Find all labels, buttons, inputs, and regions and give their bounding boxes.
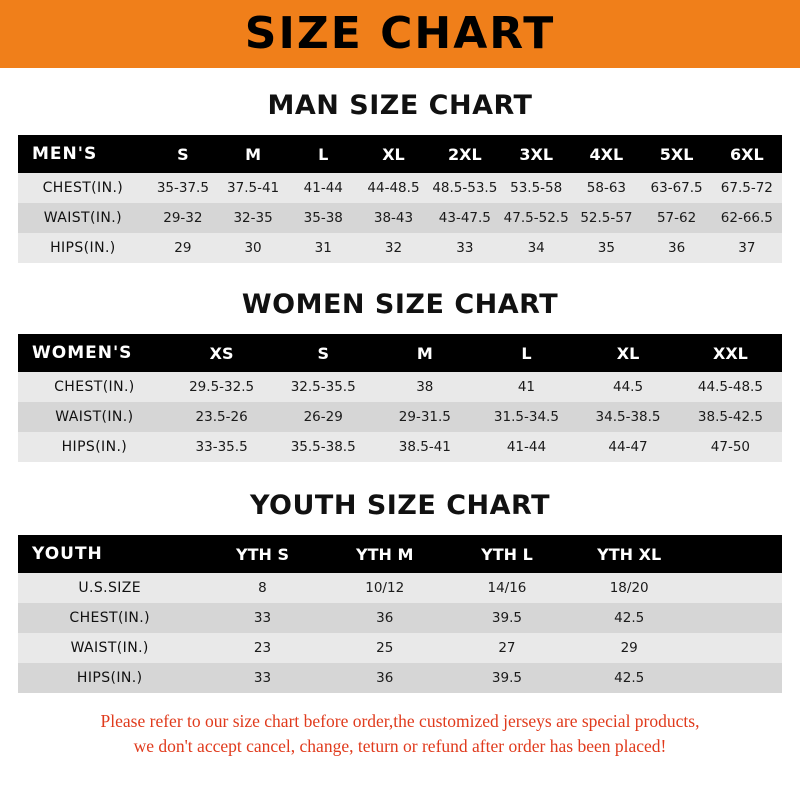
cell: 31.5-34.5 [493, 409, 559, 425]
cell: 31 [314, 240, 332, 256]
cell: 62-66.5 [720, 210, 773, 226]
cell: 36 [667, 240, 686, 256]
cell: 37 [738, 240, 756, 256]
cell: 18/20 [609, 580, 649, 596]
row-label: WAIST(IN.) [43, 210, 122, 226]
page-banner [0, 0, 800, 68]
cell: 44.5 [613, 379, 644, 395]
table-row [18, 203, 782, 233]
cell: 39.5 [491, 670, 522, 686]
cell: 53.5-58 [510, 180, 563, 196]
cell: 29-31.5 [398, 409, 451, 425]
cell: 23.5-26 [195, 409, 248, 425]
column-header: WOMEN'S [32, 343, 133, 363]
cell: 38-43 [373, 210, 414, 226]
column-header: YTH S [235, 544, 289, 564]
cell: 25 [376, 640, 394, 656]
page-title: SIZE CHART [244, 8, 556, 59]
table-row [18, 402, 782, 432]
cell: 37.5-41 [227, 180, 280, 196]
column-header: 4XL [589, 144, 624, 164]
order-policy-note [18, 709, 782, 760]
column-header: L [318, 144, 329, 164]
column-header: 6XL [730, 144, 764, 164]
cell: 38.5-41 [398, 439, 451, 455]
column-header: XXL [712, 343, 748, 363]
cell: 41 [517, 379, 536, 395]
youth-size-table [18, 535, 782, 693]
table-row [18, 173, 782, 203]
cell: 35.5-38.5 [290, 439, 356, 455]
men-size-table [18, 135, 782, 263]
note-line-1: Please refer to our size chart before order,the customized jerseys are special products, [100, 711, 700, 731]
cell: 32-35 [233, 210, 273, 226]
cell: 32.5-35.5 [290, 379, 356, 395]
cell: 34 [527, 240, 545, 256]
cell: 14/16 [487, 580, 527, 596]
cell: 67.5-72 [720, 180, 773, 196]
cell: 58-63 [586, 180, 626, 196]
cell: 33 [253, 610, 272, 626]
cell: 43-47.5 [438, 210, 491, 226]
column-header: L [521, 343, 532, 363]
women-section-title: WOMEN SIZE CHART [241, 289, 559, 320]
row-label: HIPS(IN.) [61, 439, 128, 455]
cell-spacer [690, 573, 782, 603]
table-row [18, 633, 782, 663]
cell: 44-48.5 [367, 180, 420, 196]
column-header: S [177, 144, 189, 164]
column-header: M [245, 144, 262, 164]
cell: 33-35.5 [195, 439, 248, 455]
column-header: 2XL [447, 144, 482, 164]
table-row [18, 432, 782, 462]
cell: 29.5-32.5 [189, 379, 255, 395]
cell: 36 [376, 610, 394, 626]
cell: 47-50 [710, 439, 751, 455]
cell-spacer [690, 603, 782, 633]
cell: 38 [416, 379, 434, 395]
table-row [18, 663, 782, 693]
table-header-row [18, 334, 782, 372]
cell: 41-44 [303, 180, 343, 196]
cell: 38.5-42.5 [697, 409, 763, 425]
cell: 32 [384, 240, 403, 256]
row-label: HIPS(IN.) [50, 240, 116, 256]
cell: 52.5-57 [580, 210, 633, 226]
table-row [18, 603, 782, 633]
cell: 47.5-52.5 [503, 210, 569, 226]
cell: 10/12 [365, 580, 405, 596]
column-header: 5XL [659, 144, 694, 164]
row-label: WAIST(IN.) [70, 640, 149, 656]
table-header-row [18, 535, 782, 573]
column-header: S [317, 343, 329, 363]
row-label: HIPS(IN.) [76, 670, 143, 686]
column-header: XL [616, 343, 640, 363]
cell: 63-67.5 [650, 180, 703, 196]
cell: 57-62 [656, 210, 697, 226]
cell: 29 [620, 640, 638, 656]
cell: 26-29 [303, 409, 343, 425]
cell: 23 [253, 640, 272, 656]
row-label: U.S.SIZE [78, 580, 142, 596]
row-label: CHEST(IN.) [42, 180, 124, 196]
column-header: YTH L [481, 544, 533, 564]
cell: 48.5-53.5 [432, 180, 498, 196]
column-header: M [416, 343, 433, 363]
column-header: XL [382, 144, 405, 164]
cell: 41-44 [506, 439, 547, 455]
column-header: YOUTH [32, 544, 103, 564]
column-header: MEN'S [32, 144, 98, 164]
youth-section-title: YOUTH SIZE CHART [249, 490, 551, 521]
row-label: CHEST(IN.) [54, 379, 135, 395]
cell: 8 [258, 580, 267, 596]
column-header: YTH XL [597, 544, 662, 564]
cell: 36 [376, 670, 394, 686]
cell: 42.5 [614, 610, 645, 626]
column-header-spacer [690, 535, 782, 573]
chart-content [0, 90, 800, 760]
table-row [18, 233, 782, 263]
cell: 29-32 [163, 210, 203, 226]
cell: 44.5-48.5 [697, 379, 763, 395]
row-label: CHEST(IN.) [69, 610, 150, 626]
note-line-2: we don't accept cancel, change, teturn or refund after order has been placed! [133, 736, 667, 757]
cell: 27 [498, 640, 516, 656]
cell: 35-37.5 [156, 180, 209, 196]
table-header-row [18, 135, 782, 173]
cell: 44-47 [608, 439, 648, 455]
column-header: 3XL [519, 144, 554, 164]
cell: 29 [174, 240, 192, 256]
table-row [18, 372, 782, 402]
cell: 33 [456, 240, 474, 256]
cell-spacer [690, 663, 782, 693]
women-size-table [18, 334, 782, 462]
column-header: XS [209, 343, 234, 363]
cell: 35-38 [303, 210, 343, 226]
cell: 35 [597, 240, 615, 256]
column-header: YTH M [356, 544, 414, 564]
table-row [18, 573, 782, 603]
row-label: WAIST(IN.) [55, 409, 134, 425]
cell: 39.5 [491, 610, 522, 626]
cell: 42.5 [614, 670, 645, 686]
cell-spacer [690, 633, 782, 663]
cell: 34.5-38.5 [595, 409, 661, 425]
cell: 30 [244, 240, 262, 256]
men-section-title: MAN SIZE CHART [267, 90, 533, 121]
cell: 33 [253, 670, 272, 686]
